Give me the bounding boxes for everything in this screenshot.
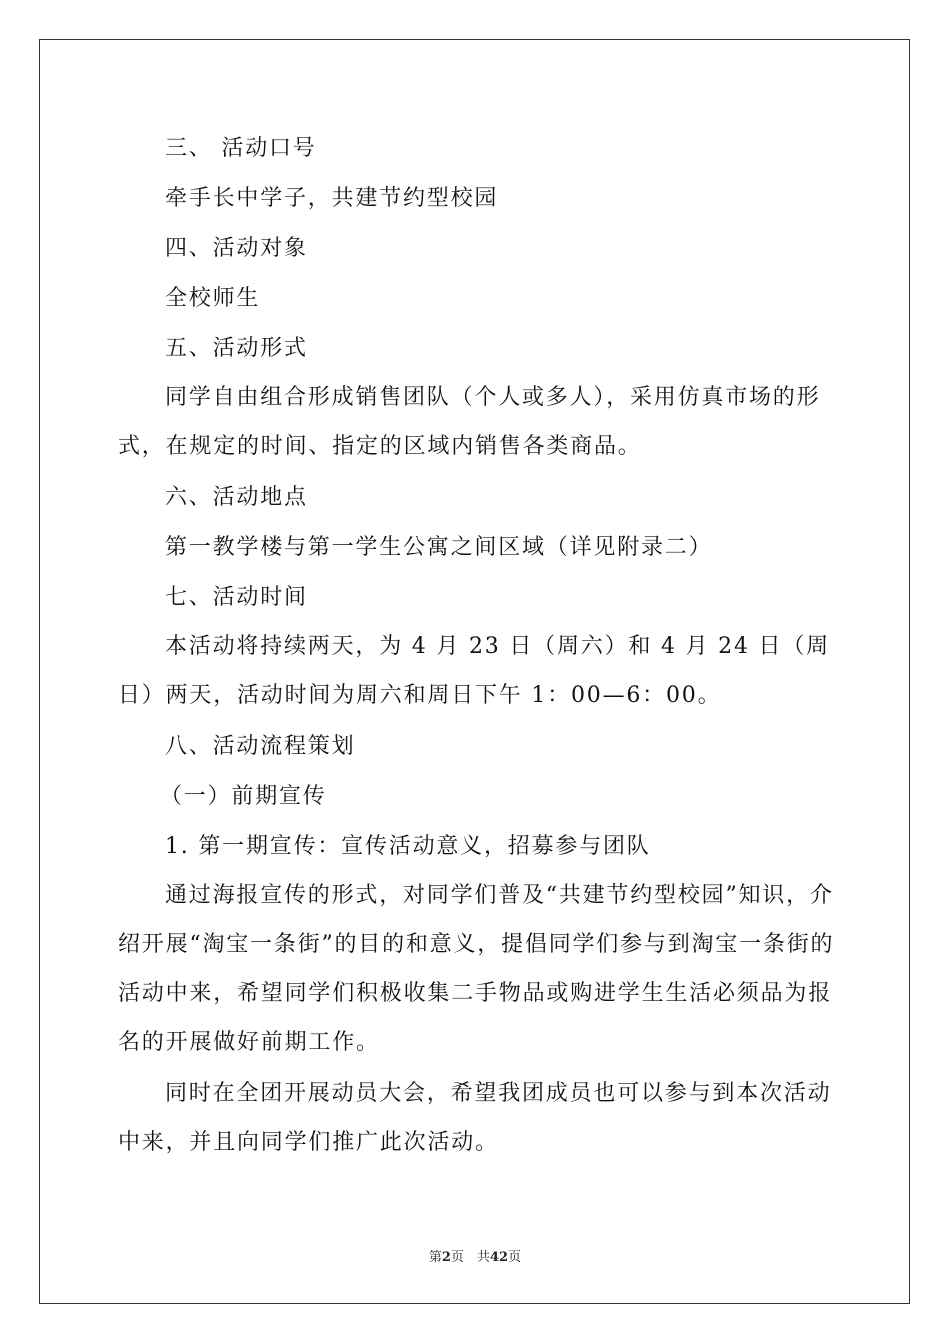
slogan-text: 牵手长中学子，共建节约型校园 [165, 186, 499, 211]
heading-process: 八、活动流程策划 [165, 734, 356, 759]
mobilize-paragraph: 同时在全团开展动员大会，希望我团成员也可以参与到本次活动中来，并且向同学们推广此次活动。 [118, 1081, 832, 1155]
heading-slogan: 三、 活动口号 [165, 136, 317, 161]
footer-suffix: 页 [508, 1250, 522, 1265]
footer-mid: 页 共 [450, 1250, 490, 1265]
item-first-promotion: 1. 第一期宣传：宣传活动意义，招募参与团队 [165, 834, 651, 859]
time-paragraph: 本活动将持续两天，为 4 月 23 日（周六）和 4 月 24 日（周日）两天，活动时间为周六和周日下午 1：00—6：00。 [118, 634, 830, 708]
subheading-promotion: （一）前期宣传 [160, 784, 327, 809]
heading-place: 六、活动地点 [165, 485, 308, 510]
target-text: 全校师生 [165, 286, 261, 311]
form-paragraph: 同学自由组合形成销售团队（个人或多人），采用仿真市场的形式，在规定的时间、指定的区域内销售各类商品。 [118, 385, 821, 459]
heading-time: 七、活动时间 [165, 585, 308, 610]
heading-form: 五、活动形式 [165, 336, 308, 361]
footer-prefix: 第 [428, 1250, 442, 1265]
heading-target: 四、活动对象 [165, 236, 308, 261]
place-text: 第一教学楼与第一学生公寓之间区域（详见附录二） [165, 535, 713, 560]
footer-total-pages: 42 [489, 1250, 509, 1265]
promotion-paragraph: 通过海报宣传的形式，对同学们普及“共建节约型校园”知识，介绍开展“淘宝一条街”的目的和意义，提倡同学们参与到淘宝一条街的活动中来，希望同学们积极收集二手物品或购进学生生活必须品为报名的开展做好前期工作。 [118, 883, 835, 1055]
page-footer [0, 1246, 950, 1265]
footer-page-number: 2 [441, 1250, 451, 1265]
